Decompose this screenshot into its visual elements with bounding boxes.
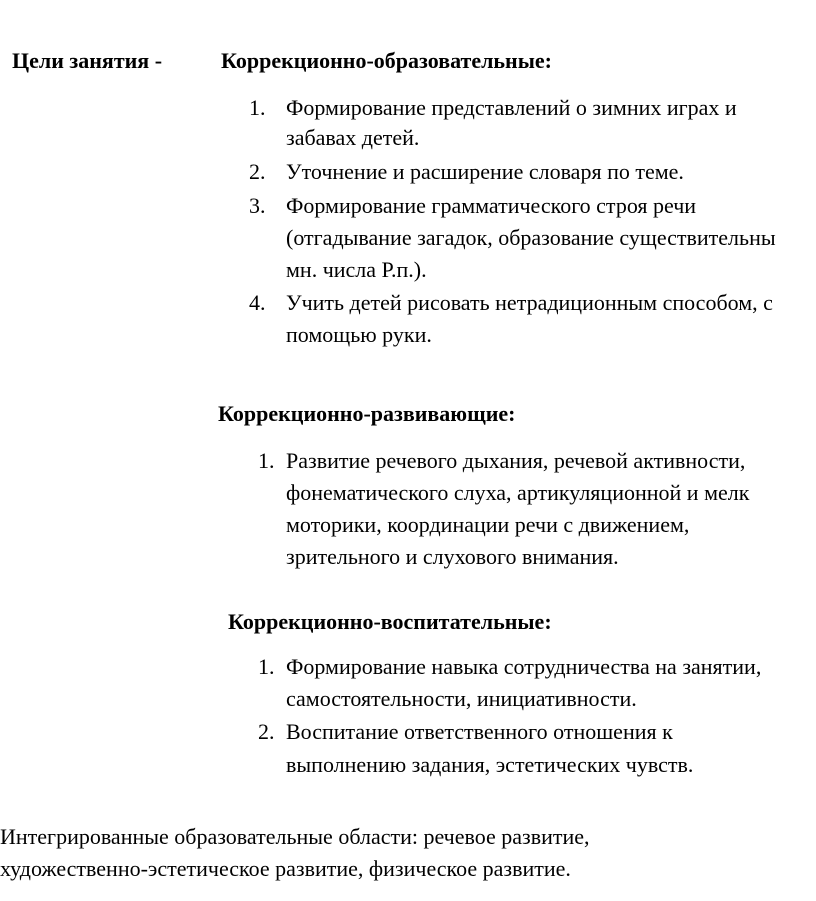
list-item-text: Формирование представлений о зимних играх и: [286, 95, 737, 120]
list-item-number: 4.: [249, 290, 266, 315]
list-item-text: выполнению задания, эстетических чувств.: [286, 752, 694, 777]
goals-label: Цели занятия -: [12, 48, 163, 73]
section-heading-upbringing: Коррекционно-воспитательные:: [228, 609, 552, 634]
list-item-text: забавах детей.: [286, 125, 420, 150]
list-item-text: Уточнение и расширение словаря по теме.: [286, 159, 684, 184]
list-item-text: помощью руки.: [286, 322, 432, 347]
list-item-number: 2.: [249, 159, 266, 184]
list-item-text: (отгадывание загадок, образование существительны: [286, 225, 776, 250]
list-item-text: фонематического слуха, артикуляционной и мелк: [286, 480, 750, 505]
list-item-text: мн. числа Р.п.).: [286, 257, 427, 282]
integrated-areas-text: художественно-эстетическое развитие, физическое развитие.: [0, 856, 571, 881]
section-heading-developmental: Коррекционно-развивающие:: [218, 401, 516, 426]
list-item-text: зрительного и слухового внимания.: [286, 544, 619, 569]
list-item-number: 3.: [249, 193, 266, 218]
integrated-areas-text: Интегрированные образовательные области: речевое развитие,: [0, 824, 590, 849]
list-item-number: 1.: [258, 448, 275, 473]
list-item-text: Учить детей рисовать нетрадиционным способом, с: [286, 290, 773, 315]
list-item-text: самостоятельности, инициативности.: [286, 686, 637, 711]
section-heading-educational: Коррекционно-образовательные:: [221, 48, 552, 73]
list-item-text: Воспитание ответственного отношения к: [286, 719, 673, 744]
list-item-number: 1.: [249, 95, 266, 120]
list-item-text: Формирование грамматического строя речи: [286, 193, 697, 218]
list-item-text: моторики, координации речи с движением,: [286, 512, 690, 537]
list-item-number: 2.: [258, 719, 275, 744]
list-item-number: 1.: [258, 654, 275, 679]
list-item-text: Развитие речевого дыхания, речевой активности,: [286, 448, 746, 473]
list-item-text: Формирование навыка сотрудничества на занятии,: [286, 654, 762, 679]
